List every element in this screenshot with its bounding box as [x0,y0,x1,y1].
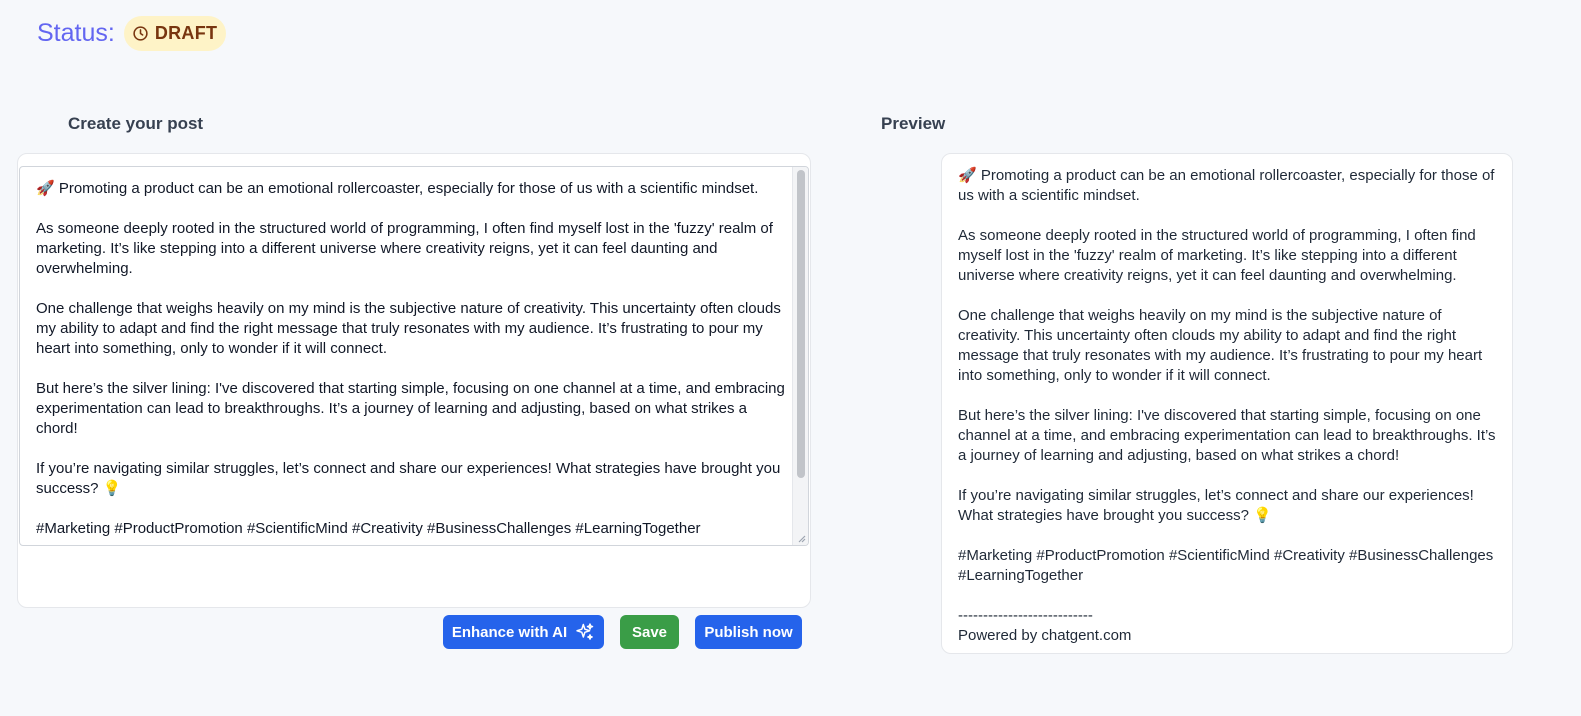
post-textarea-content[interactable]: 🚀 Promoting a product can be an emotional rollercoaster, especially for those of us with a scientific mindset. As someone deeply rooted in the structured world of programming, I often find myself lost in the 'fuzzy' realm of marketing. It’s like stepping into a different universe where creativity reigns, yet it can feel daunting and overwhelming. One challenge that weighs heavily on my mind is the subjective nature of creativity. This uncertainty often clouds my ability to adapt and find the right message that truly resonates with my audience. It’s frustrating to pour my heart into something, only to wonder if it will connect. But here’s the silver lining: I've discovered that starting simple, focusing on one channel at a time, and embracing experimentation can lead to breakthroughs. It’s a journey of learning and adjusting, based on what strikes a chord! If you’re navigating similar struggles, let’s connect and share our experiences! What strategies have brought you success? 💡 #Marketing #ProductPromotion #ScientificMind #Creativity #BusinessChallenges #LearningTogether [36,180,785,537]
clock-icon [132,25,149,42]
save-button[interactable]: Save [620,615,679,649]
textarea-scrollbar[interactable] [792,167,808,545]
editor-card [17,153,811,608]
status-label: Status: [37,19,115,47]
enhance-with-ai-button[interactable] [443,615,604,649]
preview-card [941,153,1513,654]
enhance-label: Enhance with AI [451,623,568,641]
preview-title: Preview [881,114,946,133]
status-value: DRAFT [154,23,218,43]
post-textarea[interactable] [19,166,809,546]
textarea-scroll-thumb[interactable] [797,170,805,478]
preview-content: 🚀 Promoting a product can be an emotional rollercoaster, especially for those of us with a scientific mindset. As someone deeply rooted in the structured world of programming, I often find myself lost in the 'fuzzy' realm of marketing. It’s like stepping into a different universe where creativity reigns, yet it can feel daunting and overwhelming. One challenge that weighs heavily on my mind is the subjective nature of creativity. This uncertainty often clouds my ability to adapt and find the right message that truly resonates with my audience. It’s frustrating to pour my heart into something, only to wonder if it will connect. But here’s the silver lining: I've discovered that starting simple, focusing on one channel at a time, and embracing experimentation can lead to breakthroughs. It’s a journey of learning and adjusting, based on what strikes a chord! If you’re navigating similar struggles, let’s connect and share our experiences! What strategies have brought you success? 💡 #Marketing #ProductPromotion #ScientificMind #Creativity #BusinessChallenges #LearningTogether --------------------------- Powered by chatgent.com [958,167,1496,644]
resize-grip-icon[interactable] [796,533,806,543]
publish-now-button[interactable]: Publish now [695,615,802,649]
sparkles-icon [575,622,595,642]
status-badge [124,16,227,51]
status-row [37,16,226,51]
editor-title: Create your post [68,114,204,133]
